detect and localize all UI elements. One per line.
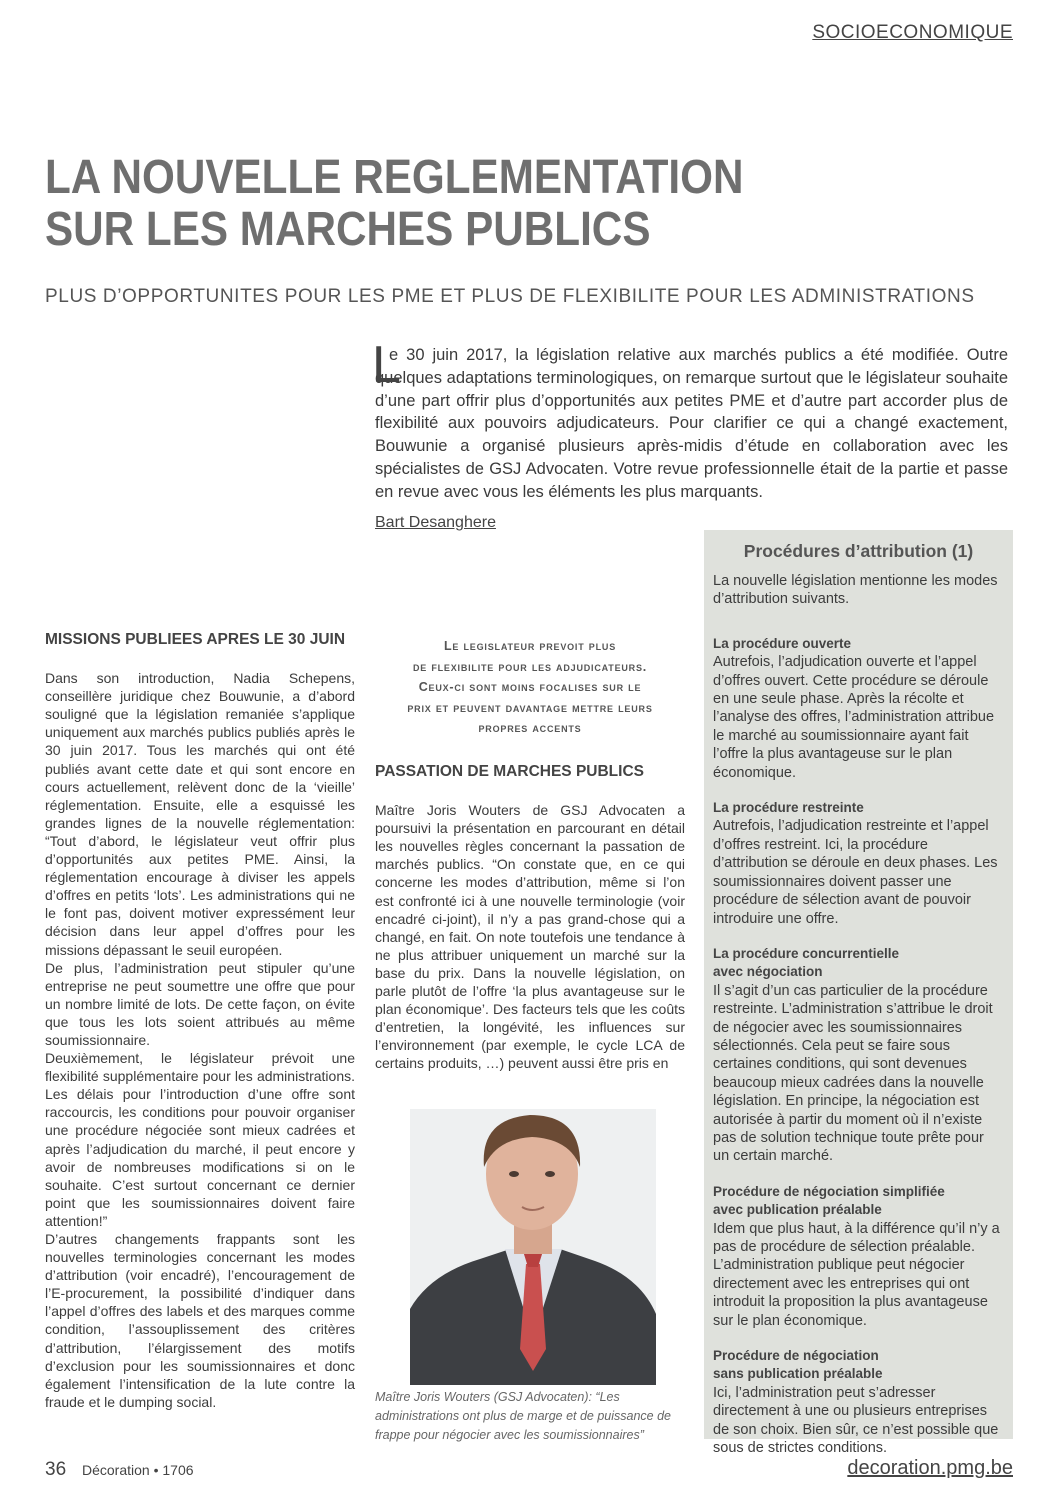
sidebar-item [713,945,1004,1166]
pull-quote-line: de flexibilite pour les adjudicateurs. [412,659,648,674]
sidebar-title: Procédures d’attribution (1) [743,541,974,561]
intro-text: e 30 juin 2017, la législation relative aux marchés publics a été modifiée. Outre quelques adaptations terminologiques, on remarque surtout que le législateur souhaite d’une part offrir plus d’opportunités aux petites PME et d’autre part accorder plus de flexibilité aux pouvoirs adjudicateurs. Pour clarifier ce qui a changé exactement, Bouwunie a organisé plusieurs après-midis d’étude en collaboration avec les spécialistes de GSJ Advocaten. Votre revue professionnelle était de la partie et passe en revue avec vous les éléments les plus marquants. [375,346,1008,501]
drop-cap: L [372,336,401,394]
paragraph: D’autres changements frappants sont les nouvelles terminologies concernant les modes d’attribution (voir encadré), l’encouragement de l’E-procurement, la possibilité d’indiquer dans l’appel d’offres des labels et des marques comme condition, l’assouplissement des critères d’attribution, l’élargissement des motifs d’exclusion pour les soumissionnaires et donc également l’intensification de la lute contre la fraude et le dumping social. [45,1231,355,1410]
author-byline[interactable]: Bart Desanghere [375,514,496,531]
section-label: SOCIOECONOMIQUE [812,22,1013,43]
sidebar-item-heading: La procédure restreinte [713,800,864,816]
sidebar-item-text: Idem que plus haut, à la différence qu’il n’y a pas de procédure de sélection préalable. L’administration publique peut négocier directement avec les entreprises qui ont introduit la proposition la plus avantageuse sur le plan économique. [713,1220,1000,1329]
sidebar-item [713,1183,1004,1330]
intro-paragraph [372,336,1008,504]
pull-quote-line: propres accents [478,721,582,736]
paragraph: De plus, l’administration peut stipuler qu’une entreprise ne peut soumettre une offre que pour un nombre limité de lots. De cette façon, on évite que tous les lots soient attribués au même soumissionnaire. [45,959,355,1048]
sidebar-item-text: Autrefois, l’adjudication restreinte et l’appel d’offres restreint. Ici, la procédure d’attribution se déroule en deux phases. Les soumissionnaires doivent passer une procédure de sélection avant de pouvoir introduire une offre. [713,818,998,927]
article-subtitle: PLUS D’OPPORTUNITES POUR LES PME ET PLUS DE FLEXIBILITE POUR LES ADMINISTRATIONS [45,286,975,307]
sidebar-item [713,799,1004,928]
pull-quote-line: Ceux-ci sont moins focalises sur le [418,680,642,695]
sidebar-body [704,572,1013,1457]
sidebar-item-text: Ici, l’administration peut s’adresser directement à une ou plusieurs entreprises de son choix. Bien sûr, ce n’est possible que sous de strictes conditions. [713,1384,999,1457]
portrait-illustration [410,1109,656,1385]
paragraph: Deuxièmement, le législateur prévoit une flexibilité supplémentaire pour les administrations. Les délais pour l’introduction d’une offre sont raccourcis, les conditions pour pouvoir organiser une procédure négociée sont mieux cadrées et après l’adjudication du marché, il peut encore y avoir de nombreuses modifications si on le souhaite. C’est surtout concernant ce dernier point que les soumissionnaires doivent faire attention!” [45,1050,355,1229]
paragraph: Dans son introduction, Nadia Schepens, conseillère juridique chez Bouwunie, a d’abord souligné que la législation remaniée s’applique uniquement aux marchés publics publiés après le 30 juin 2017. Tous les marchés qui ont été publiés avant cette date et qui sont encore en cours actuellement, relèvent donc de la ‘vieille’ réglementation. Ensuite, elle a esquissé les grandes lignes de la nouvelle réglementation: “Tout d’abord, le législateur veut offrir plus d’opportunités aux petites PME. Ainsi, la réglementation encourage à diviser les appels d’offres en petits ‘lots’. Les administrations qui ne le font pas, doivent motiver expressément leur décision dans leur appel d’offres pour les missions dépassant le seuil européen. [45,670,355,958]
sidebar-item-text: Autrefois, l’adjudication ouverte et l’appel d’offres ouvert. Cette procédure se déroule en une seule phase. Après la récolte et l’analyse des offres, l’administration attribue le marché au soumissionnaire ayant fait l’offre la plus avantageuse sur le plan économique. [713,654,995,781]
sidebar-item [713,635,1004,782]
sidebar-item-heading: La procédure concurrentielle avec négociation [713,945,900,980]
sidebar-item [713,1347,1004,1457]
pull-quote-line: prix et peuvent davantage mettre leurs [407,700,653,715]
column-2 [375,763,685,1073]
title-line-2: SUR LES MARCHES PUBLICS [45,203,651,256]
sidebar-item-heading: La procédure ouverte [713,635,852,651]
portrait-photo [410,1109,656,1385]
page-number: 36 [45,1459,67,1480]
pull-quote-line: Le legislateur prevoit plus [444,639,616,653]
website-link[interactable]: decoration.pmg.be [847,1457,1013,1479]
sidebar-item-text: Il s’agit d’un cas particulier de la procédure restreinte. L’administration s’attribue le droit de négocier avec les soumissionnaires sélectionnés. Cela peut se faire sous certaines conditions, qui sont devenues beaucoup mieux cadrées dans la nouvelle législation. En principe, la négociation est autorisée à partir du moment où il n’existe pas de solution technique toute prête pour un certain marché. [713,982,993,1165]
sidebar-intro: La nouvelle législation mentionne les modes d’attribution suivants. [713,573,998,608]
sidebar-item-heading: Procédure de négociation sans publication préalable [713,1348,883,1382]
sidebar-box [704,530,1013,1457]
photo-caption: Maître Joris Wouters (GSJ Advocaten): “Les administrations ont plus de marge et de puissance de frappe pour négocier avec les soumissionnaires” [375,1390,672,1442]
publication-label: Décoration • 1706 [82,1462,194,1478]
title-line-1: LA NOUVELLE REGLEMENTATION [45,151,744,204]
pull-quote [375,636,685,739]
section-heading-missions: MISSIONS PUBLIEES APRES LE 30 JUIN [45,631,346,648]
article-title [45,152,837,256]
sidebar-item-heading: Procédure de négociation simplifiée avec publication préalable [713,1183,945,1218]
paragraph: Maître Joris Wouters de GSJ Advocaten a poursuivi la présentation en parcourant en détail les nouvelles règles concernant la passation de marchés publics. “On constate que, en ce qui concerne les modes d’attribution, même si l’on est confronté ici à une nouvelle terminologie (voir encadré ci-joint), il n’y a pas grand-chose qui a changé, en fait. On note toutefois une tendance à ne plus attribuer uniquement un marché sur la base du prix. Dans la nouvelle législation, on parle plutôt de l’offre ‘la plus avantageuse sur le plan économique’. Des facteurs tels que les coûts d’entretien, la longévité, les influences sur l’environnement (par exemple, le cycle LCA de certains produits, …) peuvent aussi être pris en [375,802,685,1072]
column-1 [45,631,355,1411]
section-heading-passation: PASSATION DE MARCHES PUBLICS [375,763,644,780]
